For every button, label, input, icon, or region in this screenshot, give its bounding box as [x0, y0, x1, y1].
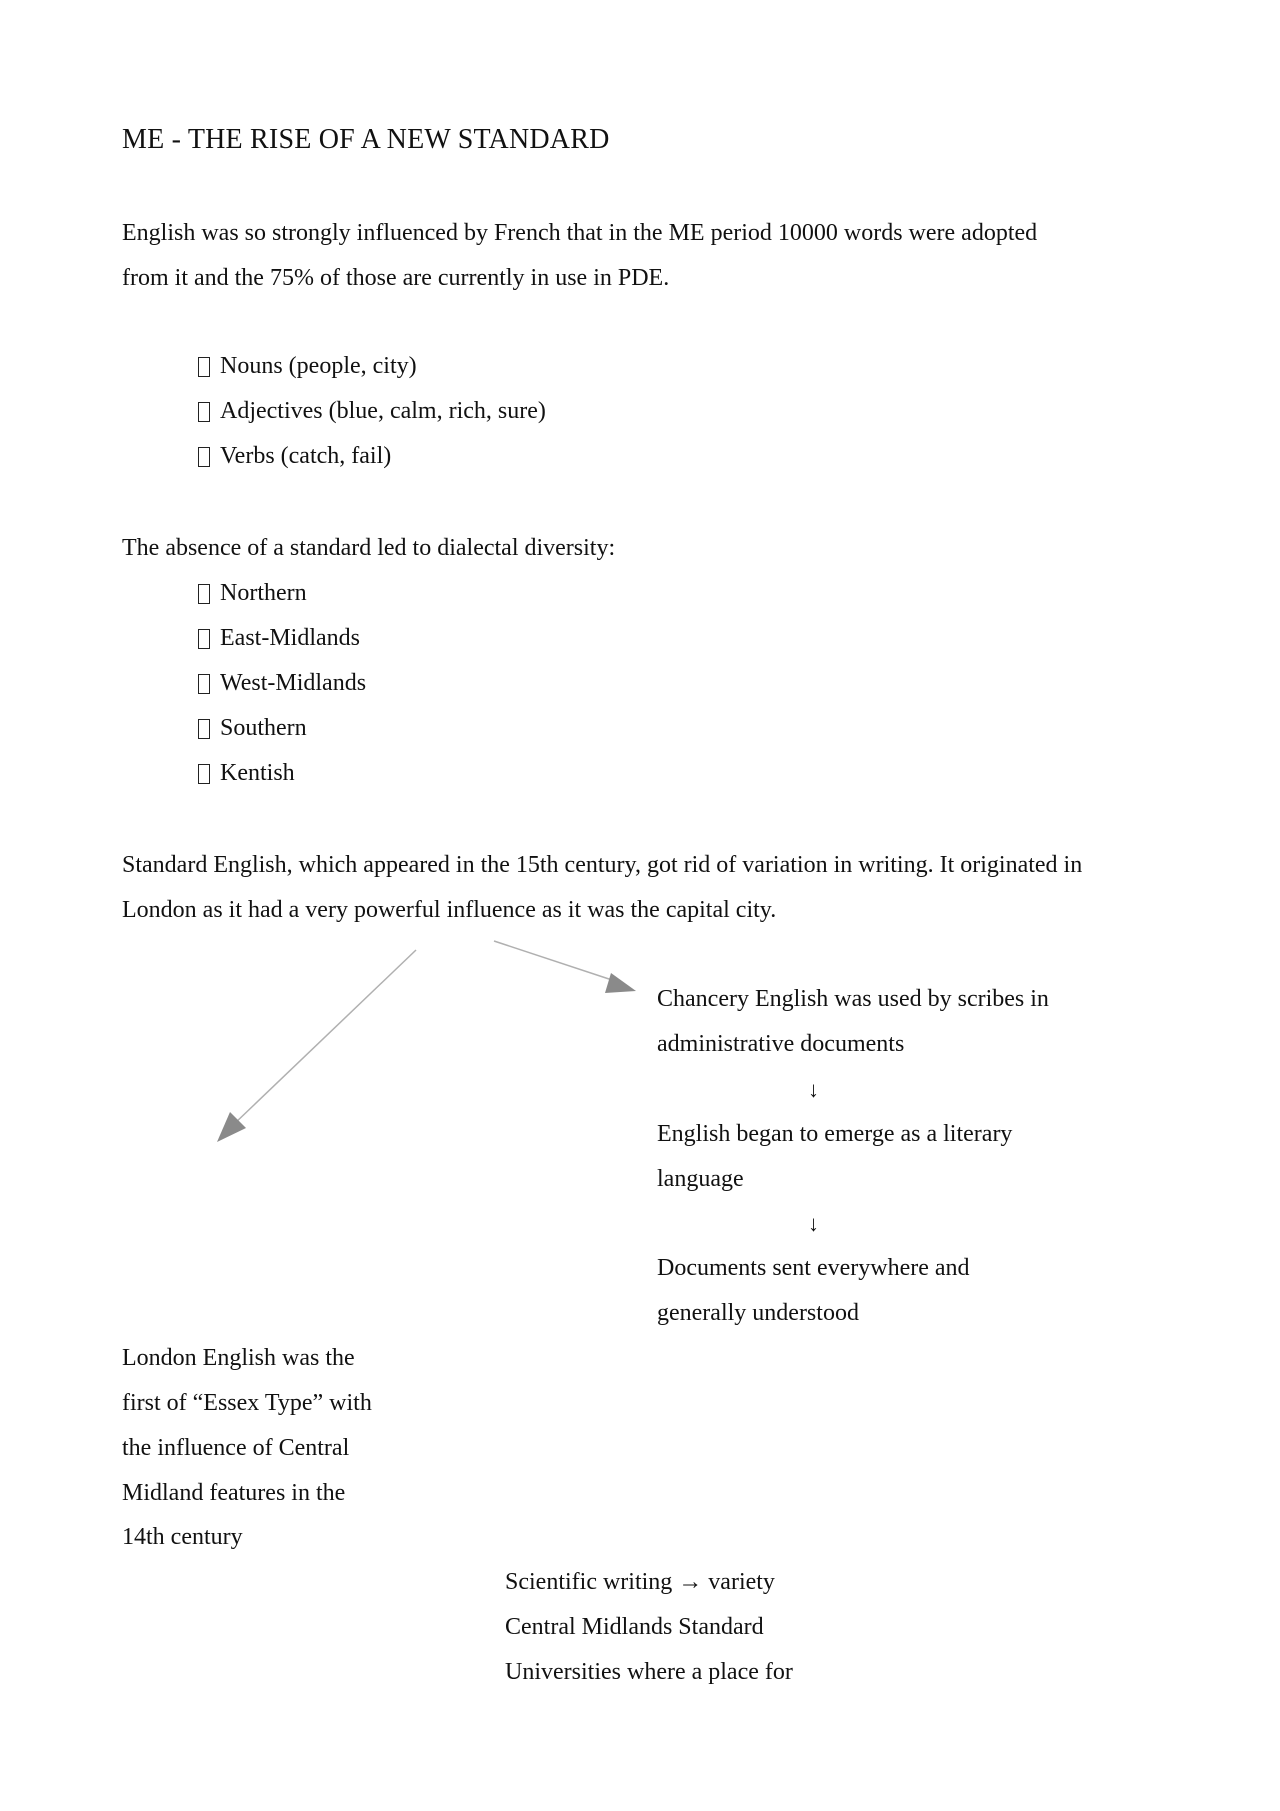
- bottom-note-line-3: Universities where a place for: [505, 1659, 793, 1685]
- list-item: Northern: [198, 571, 366, 616]
- bottom-note-line-2: Central Midlands Standard: [505, 1614, 764, 1640]
- standard-paragraph-line-1: Standard English, which appeared in the 15th century, got rid of variation in writing. It originated in: [122, 852, 1083, 878]
- arrow-line-right: [494, 941, 612, 980]
- arrow-to-chancery-branch: [494, 941, 636, 993]
- list-item: West-Midlands: [198, 661, 366, 706]
- list-item: Southern: [198, 706, 366, 751]
- arrow-to-london-branch: [217, 950, 416, 1142]
- page-title: ME - THE RISE OF A NEW STANDARD: [122, 124, 610, 155]
- list-item: Kentish: [198, 751, 366, 796]
- down-arrow-icon: ↓: [808, 1077, 819, 1102]
- chancery-line-4: language: [657, 1166, 744, 1192]
- list-item: Verbs (catch, fail): [198, 434, 546, 479]
- intro-line-1: English was so strongly influenced by French that in the ME period 10000 words were adopted: [122, 220, 1038, 246]
- dialects-intro: The absence of a standard led to dialectal diversity:: [122, 535, 616, 561]
- chancery-line-1: Chancery English was used by scribes in: [657, 986, 1049, 1012]
- intro-line-2: from it and the 75% of those are currently in use in PDE.: [122, 265, 670, 291]
- arrow-line-left: [232, 950, 416, 1126]
- london-line-2: first of “Essex Type” with: [122, 1390, 372, 1416]
- london-line-3: the influence of Central: [122, 1435, 350, 1461]
- arrow-head-right: [605, 973, 636, 993]
- chancery-line-6: generally understood: [657, 1300, 859, 1326]
- list-item: East-Midlands: [198, 616, 366, 661]
- standard-paragraph-line-2: London as it had a very powerful influence as it was the capital city.: [122, 897, 777, 923]
- bottom-note-line-1: Scientific writing → variety: [505, 1569, 775, 1595]
- chancery-line-5: Documents sent everywhere and: [657, 1255, 970, 1281]
- chancery-line-2: administrative documents: [657, 1031, 905, 1057]
- chancery-line-3: English began to emerge as a literary: [657, 1121, 1013, 1147]
- list-item: Adjectives (blue, calm, rich, sure): [198, 389, 546, 434]
- list-item: Nouns (people, city): [198, 344, 546, 389]
- london-line-4: Midland features in the: [122, 1480, 346, 1506]
- down-arrow-icon: ↓: [808, 1211, 819, 1236]
- london-line-1: London English was the: [122, 1345, 355, 1371]
- london-line-5: 14th century: [122, 1524, 243, 1550]
